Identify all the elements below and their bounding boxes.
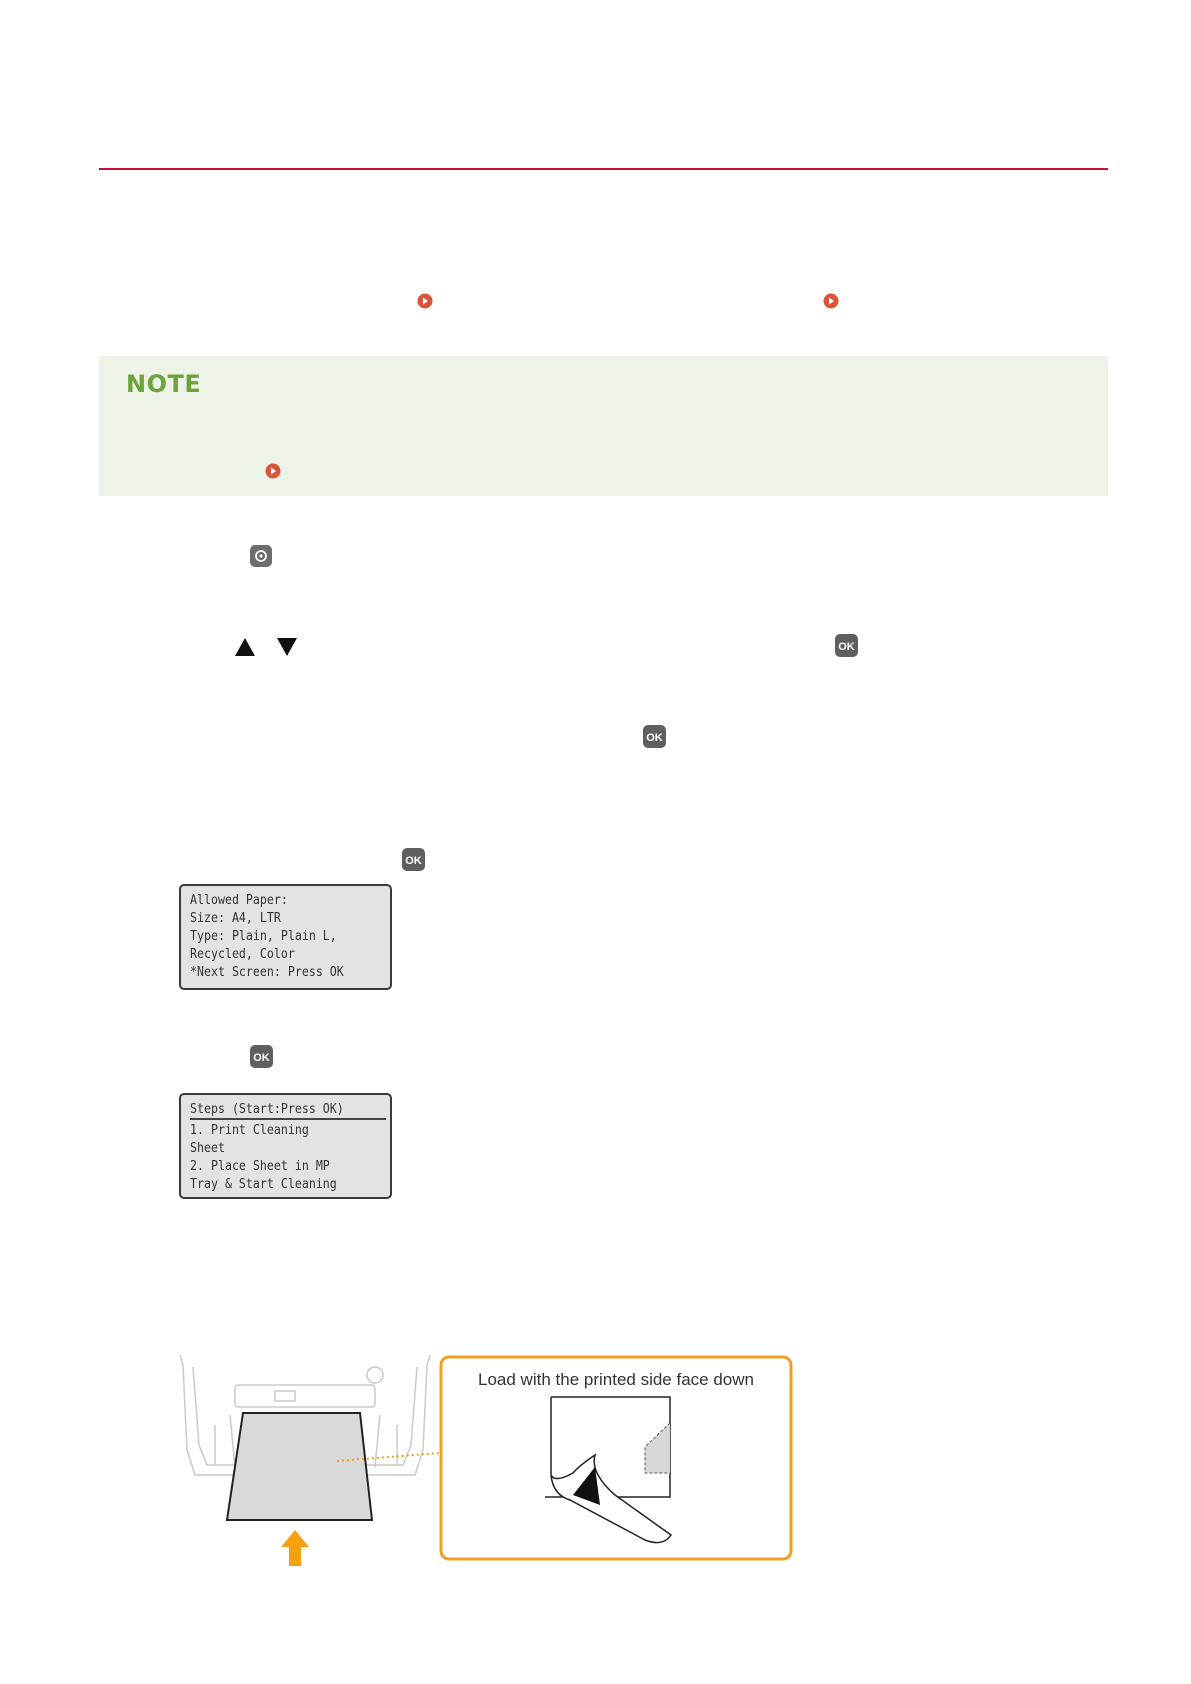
display-line: *Next Screen: Press OK [190, 964, 344, 980]
title-rule [99, 168, 1108, 170]
up-arrow-icon [234, 637, 256, 657]
ok-button-icon [642, 724, 667, 749]
display-line: Type: Plain, Plain L, [190, 928, 337, 944]
down-arrow-icon [276, 637, 298, 657]
paper-sheet [227, 1413, 372, 1520]
mp-tray-illustration [175, 1355, 795, 1570]
display-header: Steps (Start:Press OK) [190, 1101, 344, 1117]
link-arrow-icon[interactable] [265, 463, 281, 479]
svg-text:OK: OK [646, 732, 663, 744]
link-arrow-icon[interactable] [417, 293, 433, 309]
display-line: 1. Print Cleaning [190, 1122, 309, 1138]
display-line: Size: A4, LTR [190, 910, 281, 926]
svg-text:OK: OK [405, 855, 422, 867]
link-arrow-icon[interactable] [823, 293, 839, 309]
display-line: Recycled, Color [190, 946, 295, 962]
ok-button-icon [834, 633, 859, 658]
display-separator [190, 1118, 386, 1120]
display-allowed-paper [179, 884, 392, 990]
callout-box [441, 1357, 791, 1559]
display-line: Allowed Paper: [190, 892, 288, 908]
svg-text:OK: OK [838, 641, 855, 653]
note-title: NOTE [126, 370, 202, 398]
display-line: Sheet [190, 1140, 225, 1156]
ok-button-icon [401, 847, 426, 872]
note-box [99, 356, 1108, 496]
display-steps [179, 1093, 392, 1199]
display-line: Tray & Start Cleaning [190, 1176, 337, 1192]
display-line: 2. Place Sheet in MP [190, 1158, 330, 1174]
ok-button-icon [249, 1044, 274, 1069]
svg-text:OK: OK [253, 1052, 270, 1064]
menu-button-icon [249, 544, 273, 568]
callout-text: Load with the printed side face down [478, 1370, 754, 1389]
up-arrow-orange-icon [281, 1530, 309, 1566]
